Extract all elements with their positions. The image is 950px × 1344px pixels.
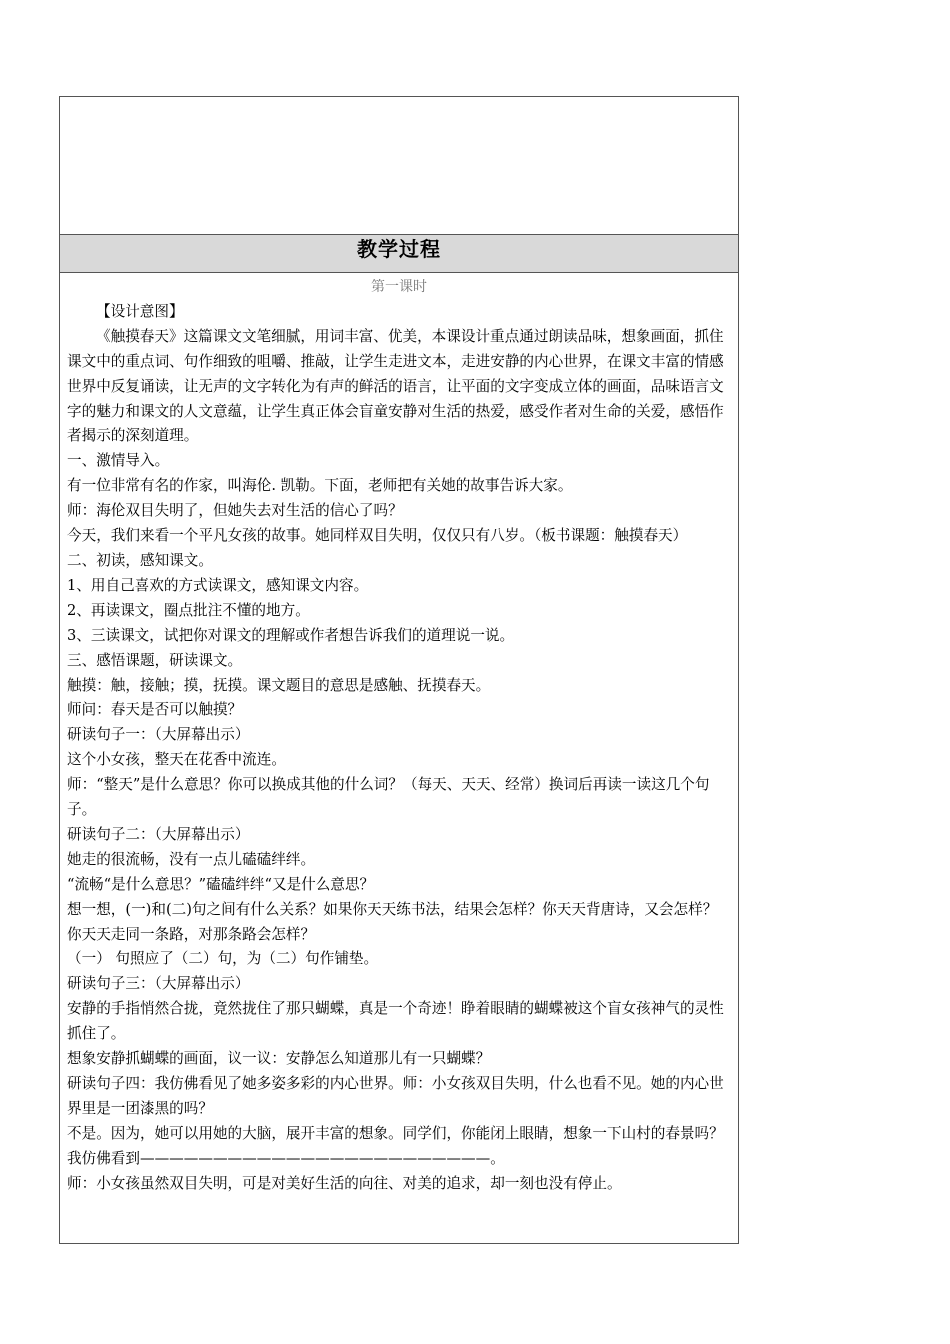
paragraph: 有一位非常有名的作家，叫海伦. 凯勒。下面，老师把有关她的故事告诉大家。 <box>67 477 573 495</box>
paragraph: 不是。因为，她可以用她的大脑，展开丰富的想象。同学们，你能闭上眼睛，想象一下山村的春景吗？ <box>67 1124 724 1142</box>
paragraph: （一） 句照应了（二）句，为（二）句作铺垫。 <box>67 950 379 968</box>
paragraph: 一、激情导入。 <box>67 452 170 470</box>
paragraph: 二、初读，感知课文。 <box>67 551 213 569</box>
paragraph: 1、用自己喜欢的方式读课文，感知课文内容。 <box>67 576 369 594</box>
paragraph: 触摸：触，接触；摸，抚摸。课文题目的意思是感触、抚摸春天。 <box>67 676 491 694</box>
paragraph: 研读句子一：（大屏幕出示） <box>67 726 250 744</box>
paragraph: 今天，我们来看一个平凡女孩的故事。她同样双目失明，仅仅只有八岁。（板书课题：触摸春天） <box>67 527 688 545</box>
paragraph: 《触摸春天》这篇课文文笔细腻，用词丰富、优美，本课设计重点通过朗读品味，想象画面，抓住课文中的重点词、句作细致的咀嚼、推敲，让学生走进文本，走进安静的内心世界，在课文丰富的情感世界中反复诵读，让无声的文字转化为有声的鲜活的语言，让平面的文字变成立体的画面，品味语言文字的魅力和课文的人文意蕴，让学生真正体会盲童安静对生活的热爱，感受作者对生命的关爱，感悟作者揭示的深刻道理。 <box>67 327 724 445</box>
paragraph-list <box>67 300 731 1197</box>
paragraph: 研读句子二：（大屏幕出示） <box>67 825 250 843</box>
lesson-label: 第一课时 <box>371 279 427 295</box>
paragraph: 2、再读课文，圈点批注不懂的地方。 <box>67 601 310 619</box>
paragraph: 三、感悟课题，研读课文。 <box>67 651 243 669</box>
lesson-content <box>60 273 738 1197</box>
paragraph: 3、三读课文，试把你对课文的理解或作者想告诉我们的道理说一说。 <box>67 626 515 644</box>
section-title: 教学过程 <box>357 237 441 261</box>
paragraph: 想一想，(一)和(二)句之间有什么关系？如果你天天练书法，结果会怎样？你天天背唐诗，又会怎样？你天天走同一条路，对那条路会怎样？ <box>67 900 718 943</box>
lesson-plan-table <box>59 96 739 1244</box>
paragraph: 师：小女孩虽然双目失明，可是对美好生活的向往、对美的追求，却一刻也没有停止。 <box>67 1174 622 1192</box>
paragraph: 师：“整天”是什么意思？你可以换成其他的什么词？（每天、天天、经常）换词后再读一读这几个句子。 <box>67 776 710 819</box>
paragraph: 研读句子三：（大屏幕出示） <box>67 975 250 993</box>
paragraph: 师问：春天是否可以触摸？ <box>67 701 243 719</box>
paragraph: 【设计意图】 <box>96 302 184 320</box>
blank-cell <box>60 97 738 235</box>
paragraph: 师：海伦双目失明了，但她失去对生活的信心了吗？ <box>67 502 403 520</box>
paragraph: “流畅“是什么意思？”磕磕绊绊“又是什么意思？ <box>67 875 375 893</box>
paragraph: 这个小女孩，整天在花香中流连。 <box>67 751 286 769</box>
section-header <box>60 235 738 273</box>
paragraph: 研读句子四：我仿佛看见了她多姿多彩的内心世界。师：小女孩双目失明，什么也看不见。她的内心世界里是一团漆黑的吗？ <box>67 1075 724 1117</box>
paragraph: 安静的手指悄然合拢，竟然拢住了那只蝴蝶，真是一个奇迹！睁着眼睛的蝴蝶被这个盲女孩神气的灵性抓住了。 <box>67 1000 724 1043</box>
paragraph: 想象安静抓蝴蝶的画面，议一议：安静怎么知道那儿有一只蝴蝶？ <box>67 1050 491 1068</box>
paragraph: 她走的很流畅，没有一点儿磕磕绊绊。 <box>67 850 316 868</box>
paragraph: 我仿佛看到————————————————————————。 <box>67 1149 505 1167</box>
